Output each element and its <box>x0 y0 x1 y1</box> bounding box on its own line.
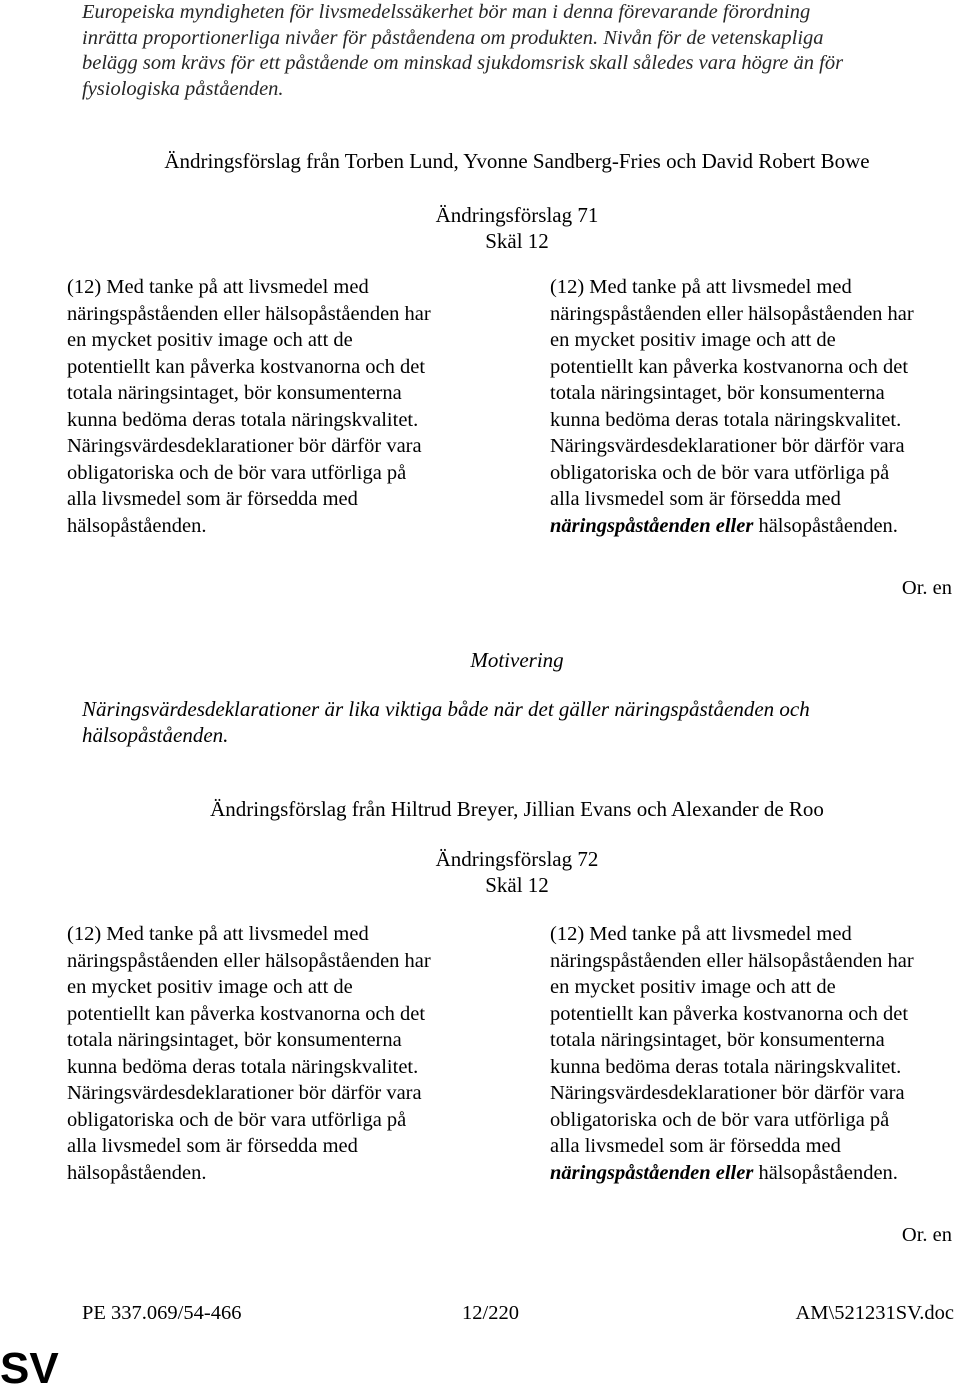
footer-reference: PE 337.069/54-466 <box>82 1302 242 1324</box>
text-line: Näringsvärdesdeklarationer bör därför vara <box>67 435 422 457</box>
footer-page-number: 12/220 <box>462 1302 519 1324</box>
text-line: kunna bedöma deras totala näringskvalitet. <box>67 1055 419 1078</box>
amendment-71-authors: Ändringsförslag från Torben Lund, Yvonne Sandberg-Fries och David Robert Bowe <box>164 149 870 173</box>
text-line: potentiellt kan påverka kostvanorna och det <box>67 1002 426 1025</box>
text-line: (12) Med tanke på att livsmedel med <box>67 276 369 298</box>
intro-line: belägg som krävs för ett påstående om minskad sjukdomsrisk skall således vara högre än för <box>82 52 844 74</box>
text-line: Näringsvärdesdeklarationer bör därför vara <box>550 435 905 457</box>
text-line: hälsopåståenden. <box>67 514 207 537</box>
text-line: totala näringsintaget, bör konsumenterna <box>550 382 885 404</box>
text-line: alla livsmedel som är försedda med <box>67 1135 358 1157</box>
text-line: kunna bedöma deras totala näringskvalitet. <box>550 1055 902 1078</box>
text-line: totala näringsintaget, bör konsumenterna <box>67 382 402 404</box>
intro-line: Europeiska myndigheten för livsmedelssäkerhet bör man i denna förevarande förordning <box>82 1 811 23</box>
text-line: hälsopåståenden. <box>67 1161 207 1184</box>
text-line: alla livsmedel som är försedda med <box>550 488 841 510</box>
text-line: Näringsvärdesdeklarationer bör därför vara <box>67 1082 422 1104</box>
text-line: totala näringsintaget, bör konsumenterna <box>67 1029 402 1051</box>
text-line: (12) Med tanke på att livsmedel med <box>550 276 852 298</box>
text-line: en mycket positiv image och att de <box>67 976 353 998</box>
text-line: näringspåståenden eller hälsopåståenden har <box>550 302 914 325</box>
amendment-71-amended-text <box>550 274 960 539</box>
amendment-72-number: Ändringsförslag 72 <box>435 847 599 871</box>
text-line: Näringsvärdesdeklarationer bör därför vara <box>550 1082 905 1104</box>
emphasized-insertion: näringspåståenden eller <box>550 1161 754 1184</box>
text-line: en mycket positiv image och att de <box>67 329 353 351</box>
motivation-heading: Motivering <box>470 648 564 672</box>
text-line: (12) Med tanke på att livsmedel med <box>550 923 852 945</box>
text-line: potentiellt kan påverka kostvanorna och det <box>550 1002 909 1025</box>
amendment-71-number: Ändringsförslag 71 <box>435 203 599 227</box>
amendment-72-original-language: Or. en <box>901 1224 952 1246</box>
intro-line: fysiologiska påståenden. <box>82 77 284 100</box>
text-line: alla livsmedel som är försedda med <box>67 488 358 510</box>
amendment-71-original-language: Or. en <box>901 577 952 599</box>
text-line: (12) Med tanke på att livsmedel med <box>67 923 369 945</box>
motivation-text <box>82 697 952 748</box>
text-line: obligatoriska och de bör vara utförliga på <box>67 1108 407 1131</box>
footer-document-id: AM\521231SV.doc <box>795 1302 954 1324</box>
amendment-72-amended-text <box>550 921 960 1186</box>
text-line-emphasized <box>550 513 960 540</box>
text-line: näringspåståenden eller hälsopåståenden har <box>67 302 431 325</box>
text-line: en mycket positiv image och att de <box>550 329 836 351</box>
text-line: potentiellt kan påverka kostvanorna och det <box>67 355 426 378</box>
text-line: alla livsmedel som är försedda med <box>550 1135 841 1157</box>
text-fragment: hälsopåståenden. <box>753 514 898 537</box>
text-line: totala näringsintaget, bör konsumenterna <box>550 1029 885 1051</box>
text-line: näringspåståenden eller hälsopåståenden har <box>550 949 914 972</box>
language-marker: SV <box>0 1344 59 1393</box>
text-line: obligatoriska och de bör vara utförliga på <box>550 461 890 484</box>
text-line-emphasized <box>550 1160 960 1187</box>
text-line: kunna bedöma deras totala näringskvalitet. <box>550 408 902 431</box>
text-line: näringspåståenden eller hälsopåståenden har <box>67 949 431 972</box>
text-line: potentiellt kan påverka kostvanorna och det <box>550 355 909 378</box>
amendment-72-recital: Skäl 12 <box>485 873 549 897</box>
text-line: obligatoriska och de bör vara utförliga på <box>550 1108 890 1131</box>
motivation-line: hälsopåståenden. <box>82 722 229 747</box>
amendment-72-authors: Ändringsförslag från Hiltrud Breyer, Jillian Evans och Alexander de Roo <box>210 797 824 821</box>
motivation-line: Näringsvärdesdeklarationer är lika viktiga både när det gäller näringspåståenden och <box>82 697 810 721</box>
amendment-71-recital: Skäl 12 <box>485 229 549 253</box>
intro-paragraph <box>82 0 952 102</box>
text-line: en mycket positiv image och att de <box>550 976 836 998</box>
text-line: kunna bedöma deras totala näringskvalitet. <box>67 408 419 431</box>
intro-line: inrätta proportionerliga nivåer för påståendena om produkten. Nivån för de vetenskapliga <box>82 26 824 49</box>
amendment-71-original-text <box>67 274 487 539</box>
text-fragment: hälsopåståenden. <box>753 1161 898 1184</box>
text-line: obligatoriska och de bör vara utförliga på <box>67 461 407 484</box>
amendment-72-original-text <box>67 921 487 1186</box>
emphasized-insertion: näringspåståenden eller <box>550 514 754 537</box>
